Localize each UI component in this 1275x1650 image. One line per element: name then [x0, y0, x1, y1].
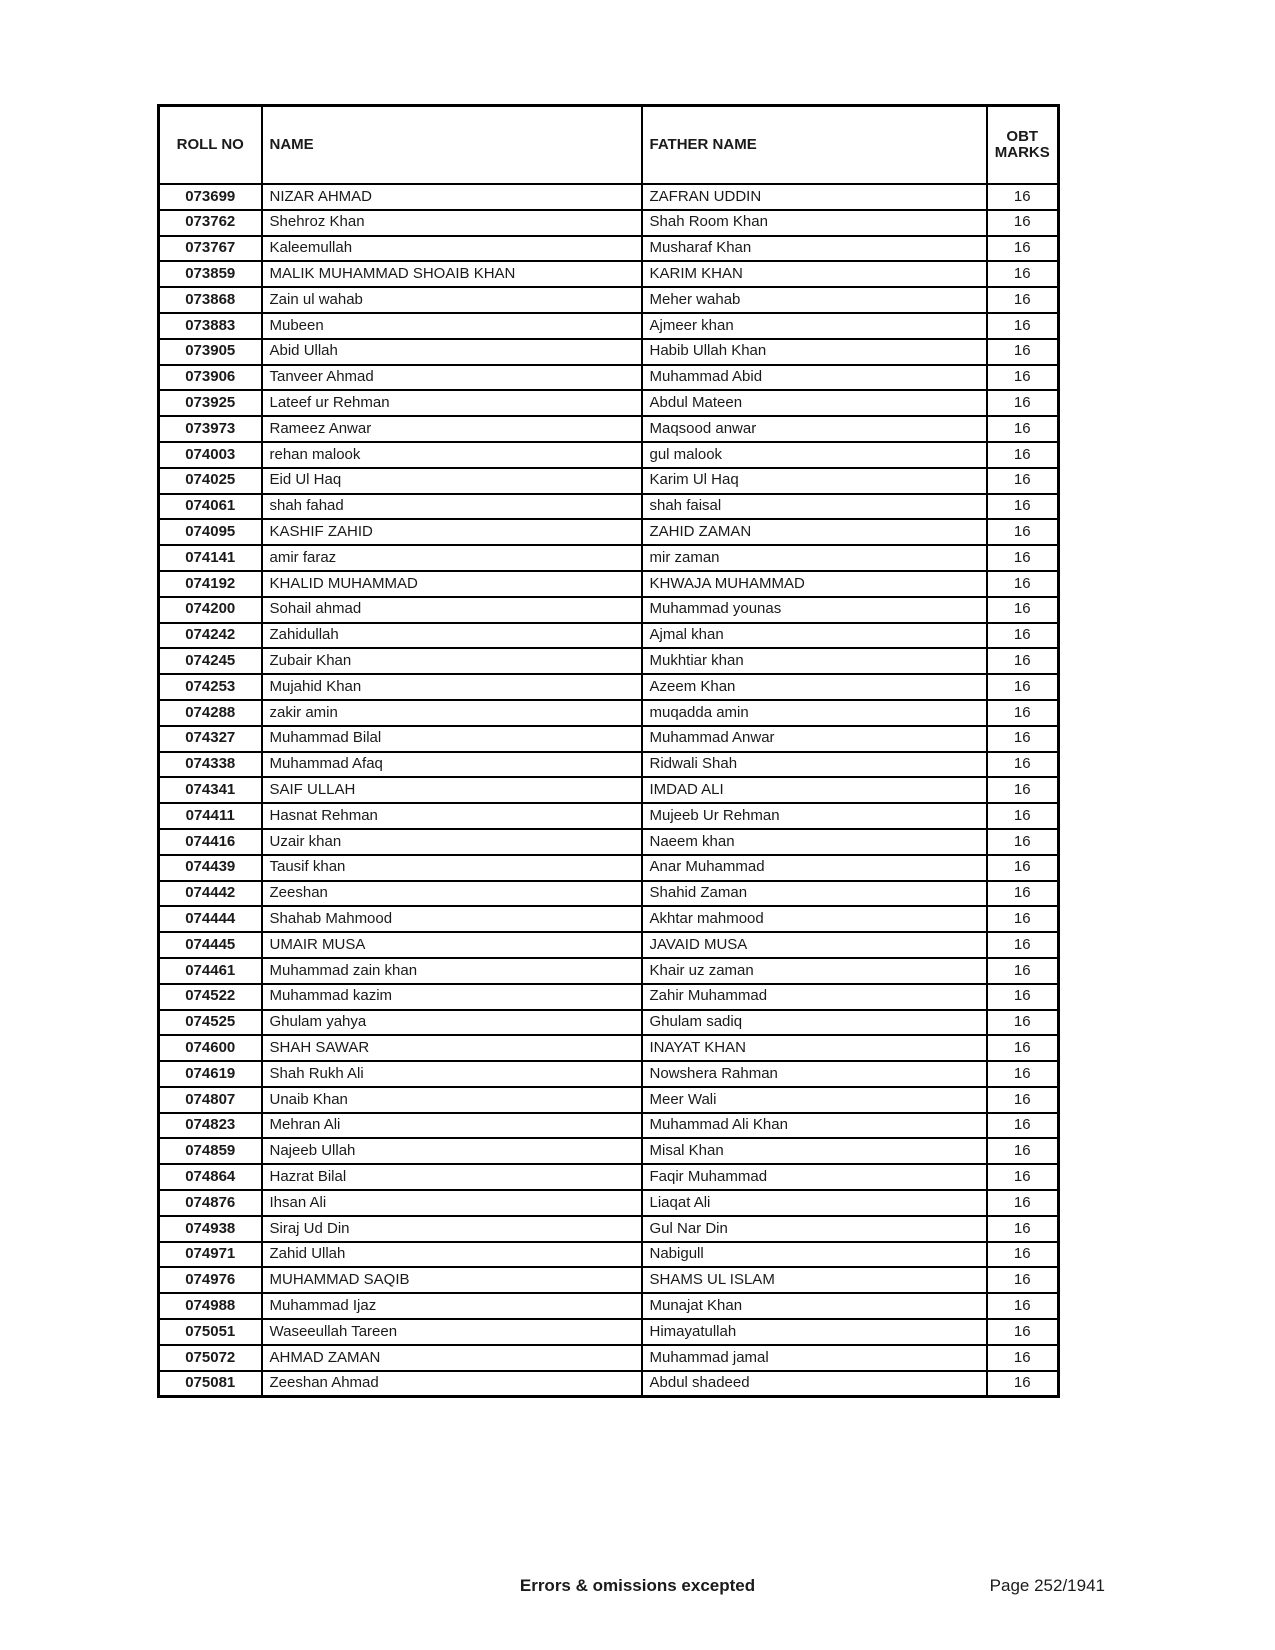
cell-obt-marks: 16	[987, 365, 1059, 391]
table-row	[159, 777, 1059, 803]
cell-obt-marks: 16	[987, 1267, 1059, 1293]
cell-father-name: Naeem khan	[642, 829, 987, 855]
cell-roll-no: 074938	[159, 1216, 262, 1242]
table-row	[159, 1190, 1059, 1216]
header-obt-marks: OBT MARKS	[987, 106, 1059, 185]
cell-name: Mujahid Khan	[262, 674, 642, 700]
cell-name: Eid Ul Haq	[262, 468, 642, 494]
table-row	[159, 1293, 1059, 1319]
table-row	[159, 1087, 1059, 1113]
cell-roll-no: 074242	[159, 623, 262, 649]
cell-name: rehan malook	[262, 442, 642, 468]
table-row	[159, 984, 1059, 1010]
cell-father-name: Akhtar mahmood	[642, 906, 987, 932]
cell-name: Abid Ullah	[262, 339, 642, 365]
cell-name: Sohail ahmad	[262, 597, 642, 623]
cell-father-name: mir zaman	[642, 545, 987, 571]
cell-obt-marks: 16	[987, 1164, 1059, 1190]
cell-father-name: Abdul shadeed	[642, 1371, 987, 1397]
cell-father-name: muqadda amin	[642, 700, 987, 726]
table-row	[159, 932, 1059, 958]
cell-obt-marks: 16	[987, 752, 1059, 778]
cell-obt-marks: 16	[987, 519, 1059, 545]
cell-roll-no: 073883	[159, 313, 262, 339]
cell-name: Mehran Ali	[262, 1113, 642, 1139]
cell-obt-marks: 16	[987, 184, 1059, 210]
cell-name: Zain ul wahab	[262, 287, 642, 313]
table-row	[159, 236, 1059, 262]
cell-father-name: Munajat Khan	[642, 1293, 987, 1319]
cell-obt-marks: 16	[987, 1113, 1059, 1139]
cell-father-name: Nabigull	[642, 1242, 987, 1268]
table-row	[159, 1138, 1059, 1164]
cell-name: amir faraz	[262, 545, 642, 571]
cell-father-name: Zahir Muhammad	[642, 984, 987, 1010]
cell-obt-marks: 16	[987, 1216, 1059, 1242]
cell-obt-marks: 16	[987, 210, 1059, 236]
cell-name: UMAIR MUSA	[262, 932, 642, 958]
cell-father-name: IMDAD ALI	[642, 777, 987, 803]
cell-roll-no: 074200	[159, 597, 262, 623]
cell-roll-no: 073868	[159, 287, 262, 313]
cell-father-name: KARIM KHAN	[642, 261, 987, 287]
cell-obt-marks: 16	[987, 1345, 1059, 1371]
cell-name: Zeeshan	[262, 881, 642, 907]
cell-name: KASHIF ZAHID	[262, 519, 642, 545]
cell-name: Muhammad kazim	[262, 984, 642, 1010]
table-row	[159, 1035, 1059, 1061]
table-row	[159, 287, 1059, 313]
cell-roll-no: 073906	[159, 365, 262, 391]
table-row	[159, 1164, 1059, 1190]
cell-father-name: KHWAJA MUHAMMAD	[642, 571, 987, 597]
cell-father-name: Liaqat Ali	[642, 1190, 987, 1216]
marks-table	[157, 104, 1060, 1398]
cell-roll-no: 073767	[159, 236, 262, 262]
cell-obt-marks: 16	[987, 648, 1059, 674]
cell-father-name: Habib Ullah Khan	[642, 339, 987, 365]
cell-obt-marks: 16	[987, 1010, 1059, 1036]
footer-page-number: Page 252/1941	[989, 1576, 1105, 1595]
cell-name: Tanveer Ahmad	[262, 365, 642, 391]
cell-roll-no: 074003	[159, 442, 262, 468]
cell-name: Tausif khan	[262, 855, 642, 881]
cell-obt-marks: 16	[987, 416, 1059, 442]
cell-obt-marks: 16	[987, 236, 1059, 262]
cell-father-name: ZAHID ZAMAN	[642, 519, 987, 545]
cell-obt-marks: 16	[987, 390, 1059, 416]
cell-name: MUHAMMAD SAQIB	[262, 1267, 642, 1293]
table-row	[159, 1345, 1059, 1371]
table-row	[159, 468, 1059, 494]
cell-roll-no: 074445	[159, 932, 262, 958]
cell-obt-marks: 16	[987, 1190, 1059, 1216]
cell-roll-no: 074416	[159, 829, 262, 855]
cell-obt-marks: 16	[987, 1035, 1059, 1061]
table-row	[159, 1242, 1059, 1268]
cell-father-name: Meer Wali	[642, 1087, 987, 1113]
cell-roll-no: 074442	[159, 881, 262, 907]
cell-obt-marks: 16	[987, 829, 1059, 855]
table-row	[159, 1267, 1059, 1293]
cell-obt-marks: 16	[987, 442, 1059, 468]
cell-obt-marks: 16	[987, 700, 1059, 726]
cell-name: Unaib Khan	[262, 1087, 642, 1113]
header-row	[159, 106, 1059, 185]
cell-roll-no: 074859	[159, 1138, 262, 1164]
table-row	[159, 416, 1059, 442]
cell-father-name: Muhammad Abid	[642, 365, 987, 391]
cell-name: Mubeen	[262, 313, 642, 339]
table-row	[159, 752, 1059, 778]
cell-father-name: ZAFRAN UDDIN	[642, 184, 987, 210]
cell-father-name: Himayatullah	[642, 1319, 987, 1345]
cell-father-name: Muhammad jamal	[642, 1345, 987, 1371]
cell-roll-no: 074988	[159, 1293, 262, 1319]
table-row	[159, 906, 1059, 932]
cell-father-name: shah faisal	[642, 494, 987, 520]
cell-roll-no: 074025	[159, 468, 262, 494]
cell-roll-no: 073973	[159, 416, 262, 442]
cell-roll-no: 074327	[159, 726, 262, 752]
cell-obt-marks: 16	[987, 1138, 1059, 1164]
cell-name: Ihsan Ali	[262, 1190, 642, 1216]
cell-obt-marks: 16	[987, 494, 1059, 520]
table-row	[159, 1216, 1059, 1242]
cell-name: Shah Rukh Ali	[262, 1061, 642, 1087]
cell-father-name: Shah Room Khan	[642, 210, 987, 236]
table-row	[159, 210, 1059, 236]
cell-father-name: Khair uz zaman	[642, 958, 987, 984]
cell-obt-marks: 16	[987, 958, 1059, 984]
cell-father-name: Musharaf Khan	[642, 236, 987, 262]
cell-father-name: Muhammad Ali Khan	[642, 1113, 987, 1139]
table-row	[159, 261, 1059, 287]
table-row	[159, 1371, 1059, 1397]
cell-roll-no: 074823	[159, 1113, 262, 1139]
cell-name: Shehroz Khan	[262, 210, 642, 236]
table-row	[159, 674, 1059, 700]
cell-obt-marks: 16	[987, 1242, 1059, 1268]
cell-roll-no: 075072	[159, 1345, 262, 1371]
cell-father-name: Faqir Muhammad	[642, 1164, 987, 1190]
table-row	[159, 571, 1059, 597]
cell-roll-no: 074341	[159, 777, 262, 803]
cell-father-name: Nowshera Rahman	[642, 1061, 987, 1087]
table-row	[159, 958, 1059, 984]
table-body	[159, 184, 1059, 1397]
cell-obt-marks: 16	[987, 1087, 1059, 1113]
cell-father-name: Karim Ul Haq	[642, 468, 987, 494]
cell-roll-no: 074971	[159, 1242, 262, 1268]
cell-father-name: Misal Khan	[642, 1138, 987, 1164]
cell-obt-marks: 16	[987, 468, 1059, 494]
cell-obt-marks: 16	[987, 1371, 1059, 1397]
cell-roll-no: 074444	[159, 906, 262, 932]
cell-name: Najeeb Ullah	[262, 1138, 642, 1164]
cell-father-name: Meher wahab	[642, 287, 987, 313]
cell-name: Hazrat Bilal	[262, 1164, 642, 1190]
cell-roll-no: 074976	[159, 1267, 262, 1293]
cell-name: Hasnat Rehman	[262, 803, 642, 829]
cell-father-name: Muhammad younas	[642, 597, 987, 623]
cell-roll-no: 074864	[159, 1164, 262, 1190]
table-row	[159, 1010, 1059, 1036]
cell-name: SAIF ULLAH	[262, 777, 642, 803]
cell-roll-no: 073762	[159, 210, 262, 236]
cell-obt-marks: 16	[987, 726, 1059, 752]
cell-father-name: Azeem Khan	[642, 674, 987, 700]
cell-roll-no: 074522	[159, 984, 262, 1010]
table-row	[159, 623, 1059, 649]
table-row	[159, 365, 1059, 391]
cell-obt-marks: 16	[987, 287, 1059, 313]
cell-father-name: Gul Nar Din	[642, 1216, 987, 1242]
cell-obt-marks: 16	[987, 855, 1059, 881]
cell-roll-no: 073859	[159, 261, 262, 287]
cell-name: Zahidullah	[262, 623, 642, 649]
cell-father-name: Mukhtiar khan	[642, 648, 987, 674]
table-row	[159, 313, 1059, 339]
cell-roll-no: 074192	[159, 571, 262, 597]
cell-name: Zeeshan Ahmad	[262, 1371, 642, 1397]
table-row	[159, 1319, 1059, 1345]
cell-name: Muhammad zain khan	[262, 958, 642, 984]
cell-obt-marks: 16	[987, 597, 1059, 623]
cell-father-name: Maqsood anwar	[642, 416, 987, 442]
cell-roll-no: 074600	[159, 1035, 262, 1061]
cell-roll-no: 074876	[159, 1190, 262, 1216]
cell-father-name: Shahid Zaman	[642, 881, 987, 907]
cell-name: Uzair khan	[262, 829, 642, 855]
cell-obt-marks: 16	[987, 803, 1059, 829]
table-row	[159, 519, 1059, 545]
table-row	[159, 700, 1059, 726]
cell-obt-marks: 16	[987, 313, 1059, 339]
cell-father-name: Abdul Mateen	[642, 390, 987, 416]
cell-name: Siraj Ud Din	[262, 1216, 642, 1242]
header-roll-no: ROLL NO	[159, 106, 262, 185]
cell-roll-no: 075051	[159, 1319, 262, 1345]
cell-father-name: Ajmeer khan	[642, 313, 987, 339]
cell-roll-no: 075081	[159, 1371, 262, 1397]
table-row	[159, 184, 1059, 210]
cell-roll-no: 074619	[159, 1061, 262, 1087]
cell-name: Zahid Ullah	[262, 1242, 642, 1268]
cell-roll-no: 074525	[159, 1010, 262, 1036]
cell-name: Zubair Khan	[262, 648, 642, 674]
cell-roll-no: 074141	[159, 545, 262, 571]
cell-obt-marks: 16	[987, 1061, 1059, 1087]
table-row	[159, 881, 1059, 907]
table-row	[159, 494, 1059, 520]
footer-note: Errors & omissions excepted	[519, 1576, 756, 1595]
cell-name: Lateef ur Rehman	[262, 390, 642, 416]
cell-obt-marks: 16	[987, 777, 1059, 803]
cell-roll-no: 073699	[159, 184, 262, 210]
table-row	[159, 597, 1059, 623]
cell-name: Muhammad Afaq	[262, 752, 642, 778]
cell-father-name: Muhammad Anwar	[642, 726, 987, 752]
cell-obt-marks: 16	[987, 984, 1059, 1010]
cell-roll-no: 074095	[159, 519, 262, 545]
cell-obt-marks: 16	[987, 906, 1059, 932]
table-row	[159, 390, 1059, 416]
cell-obt-marks: 16	[987, 881, 1059, 907]
cell-name: zakir amin	[262, 700, 642, 726]
cell-name: Ghulam yahya	[262, 1010, 642, 1036]
cell-roll-no: 074439	[159, 855, 262, 881]
cell-father-name: gul malook	[642, 442, 987, 468]
table-row	[159, 829, 1059, 855]
cell-roll-no: 074288	[159, 700, 262, 726]
cell-name: MALIK MUHAMMAD SHOAIB KHAN	[262, 261, 642, 287]
cell-father-name: Ghulam sadiq	[642, 1010, 987, 1036]
cell-roll-no: 074338	[159, 752, 262, 778]
table-row	[159, 803, 1059, 829]
cell-roll-no: 074411	[159, 803, 262, 829]
cell-roll-no: 074061	[159, 494, 262, 520]
table-row	[159, 1113, 1059, 1139]
cell-roll-no: 074807	[159, 1087, 262, 1113]
table-row	[159, 855, 1059, 881]
cell-name: Muhammad Bilal	[262, 726, 642, 752]
table-header	[159, 106, 1059, 185]
cell-roll-no: 074253	[159, 674, 262, 700]
cell-name: SHAH SAWAR	[262, 1035, 642, 1061]
cell-name: NIZAR AHMAD	[262, 184, 642, 210]
cell-father-name: Ajmal khan	[642, 623, 987, 649]
cell-obt-marks: 16	[987, 1319, 1059, 1345]
cell-obt-marks: 16	[987, 1293, 1059, 1319]
cell-father-name: Mujeeb Ur Rehman	[642, 803, 987, 829]
cell-obt-marks: 16	[987, 571, 1059, 597]
cell-father-name: SHAMS UL ISLAM	[642, 1267, 987, 1293]
cell-name: KHALID MUHAMMAD	[262, 571, 642, 597]
cell-father-name: Anar Muhammad	[642, 855, 987, 881]
cell-roll-no: 073905	[159, 339, 262, 365]
table-row	[159, 545, 1059, 571]
cell-name: Muhammad Ijaz	[262, 1293, 642, 1319]
cell-father-name: Ridwali Shah	[642, 752, 987, 778]
cell-name: AHMAD ZAMAN	[262, 1345, 642, 1371]
cell-father-name: JAVAID MUSA	[642, 932, 987, 958]
cell-roll-no: 073925	[159, 390, 262, 416]
table-row	[159, 339, 1059, 365]
table-row	[159, 442, 1059, 468]
cell-obt-marks: 16	[987, 339, 1059, 365]
cell-roll-no: 074245	[159, 648, 262, 674]
header-name: NAME	[262, 106, 642, 185]
cell-name: Kaleemullah	[262, 236, 642, 262]
cell-obt-marks: 16	[987, 932, 1059, 958]
table-row	[159, 648, 1059, 674]
table-row	[159, 1061, 1059, 1087]
table-row	[159, 726, 1059, 752]
cell-roll-no: 074461	[159, 958, 262, 984]
cell-obt-marks: 16	[987, 545, 1059, 571]
cell-obt-marks: 16	[987, 674, 1059, 700]
cell-name: Rameez Anwar	[262, 416, 642, 442]
cell-name: shah fahad	[262, 494, 642, 520]
cell-obt-marks: 16	[987, 261, 1059, 287]
cell-father-name: INAYAT KHAN	[642, 1035, 987, 1061]
cell-obt-marks: 16	[987, 623, 1059, 649]
cell-name: Waseeullah Tareen	[262, 1319, 642, 1345]
header-father-name: FATHER NAME	[642, 106, 987, 185]
cell-name: Shahab Mahmood	[262, 906, 642, 932]
